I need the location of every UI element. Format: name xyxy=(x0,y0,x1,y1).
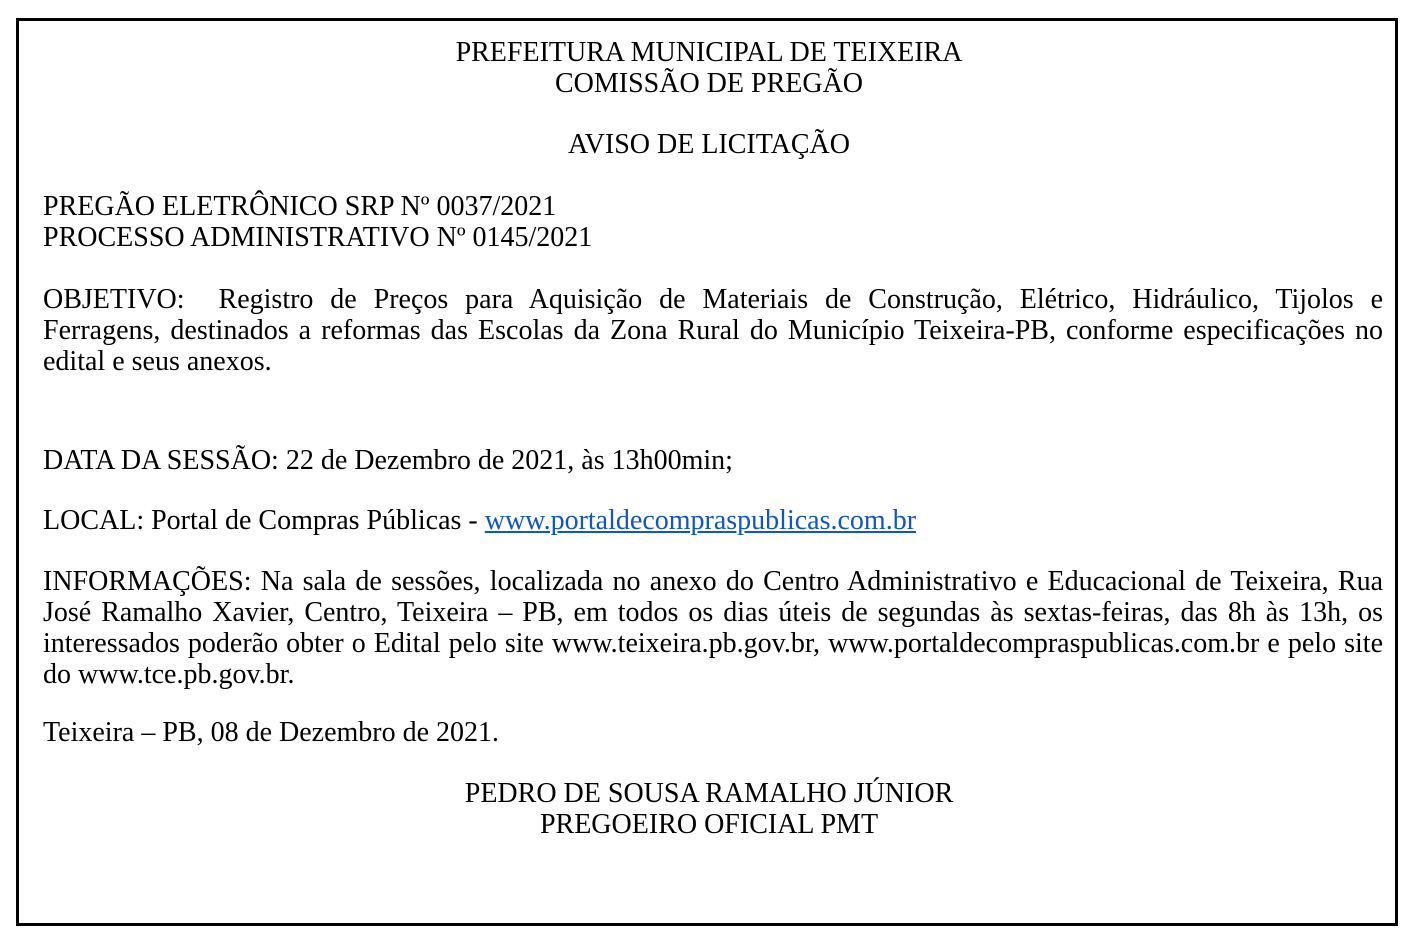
portal-link[interactable]: www.portaldecompraspublicas.com.br xyxy=(484,505,917,536)
session-date: DATA DA SESSÃO: 22 de Dezembro de 2021, às 13h00min; xyxy=(43,445,733,476)
objective-paragraph xyxy=(43,284,1383,377)
signatory-role: PREGOEIRO OFICIAL PMT xyxy=(539,809,879,840)
processo-reference: PROCESSO ADMINISTRATIVO Nº 0145/2021 xyxy=(43,222,593,253)
municipality-title: PREFEITURA MUNICIPAL DE TEIXEIRA xyxy=(455,37,963,68)
notice-title: AVISO DE LICITAÇÃO xyxy=(568,129,850,160)
objective-label: OBJETIVO: xyxy=(43,284,185,315)
location-line xyxy=(43,505,916,536)
commission-title: COMISSÃO DE PREGÃO xyxy=(554,68,864,99)
place-date-line: Teixeira – PB, 08 de Dezembro de 2021. xyxy=(43,717,500,748)
signatory-name: PEDRO DE SOUSA RAMALHO JÚNIOR xyxy=(464,778,954,809)
pregao-reference: PREGÃO ELETRÔNICO SRP Nº 0037/2021 xyxy=(43,191,557,222)
objective-text: Registro de Preços para Aquisição de Materiais de Construção, Elétrico, Hidráulico, Tijolos e Ferragens, destinados a reformas das Escolas da Zona Rural do Município Teixeira-PB, conforme especificações no edital e seus anexos. xyxy=(43,284,1383,377)
location-prefix: LOCAL: Portal de Compras Públicas - xyxy=(43,505,485,536)
info-paragraph: INFORMAÇÕES: Na sala de sessões, localizada no anexo do Centro Administrativo e Educacional de Teixeira, Rua José Ramalho Xavier, Centro, Teixeira – PB, em todos os dias úteis de segundas às sextas-feiras, das 8h às 13h, os interessados poderão obter o Edital pelo site www.teixeira.pb.gov.br, www.portaldecompraspublicas.com.br e pelo site do www.tce.pb.gov.br. xyxy=(43,566,1383,690)
